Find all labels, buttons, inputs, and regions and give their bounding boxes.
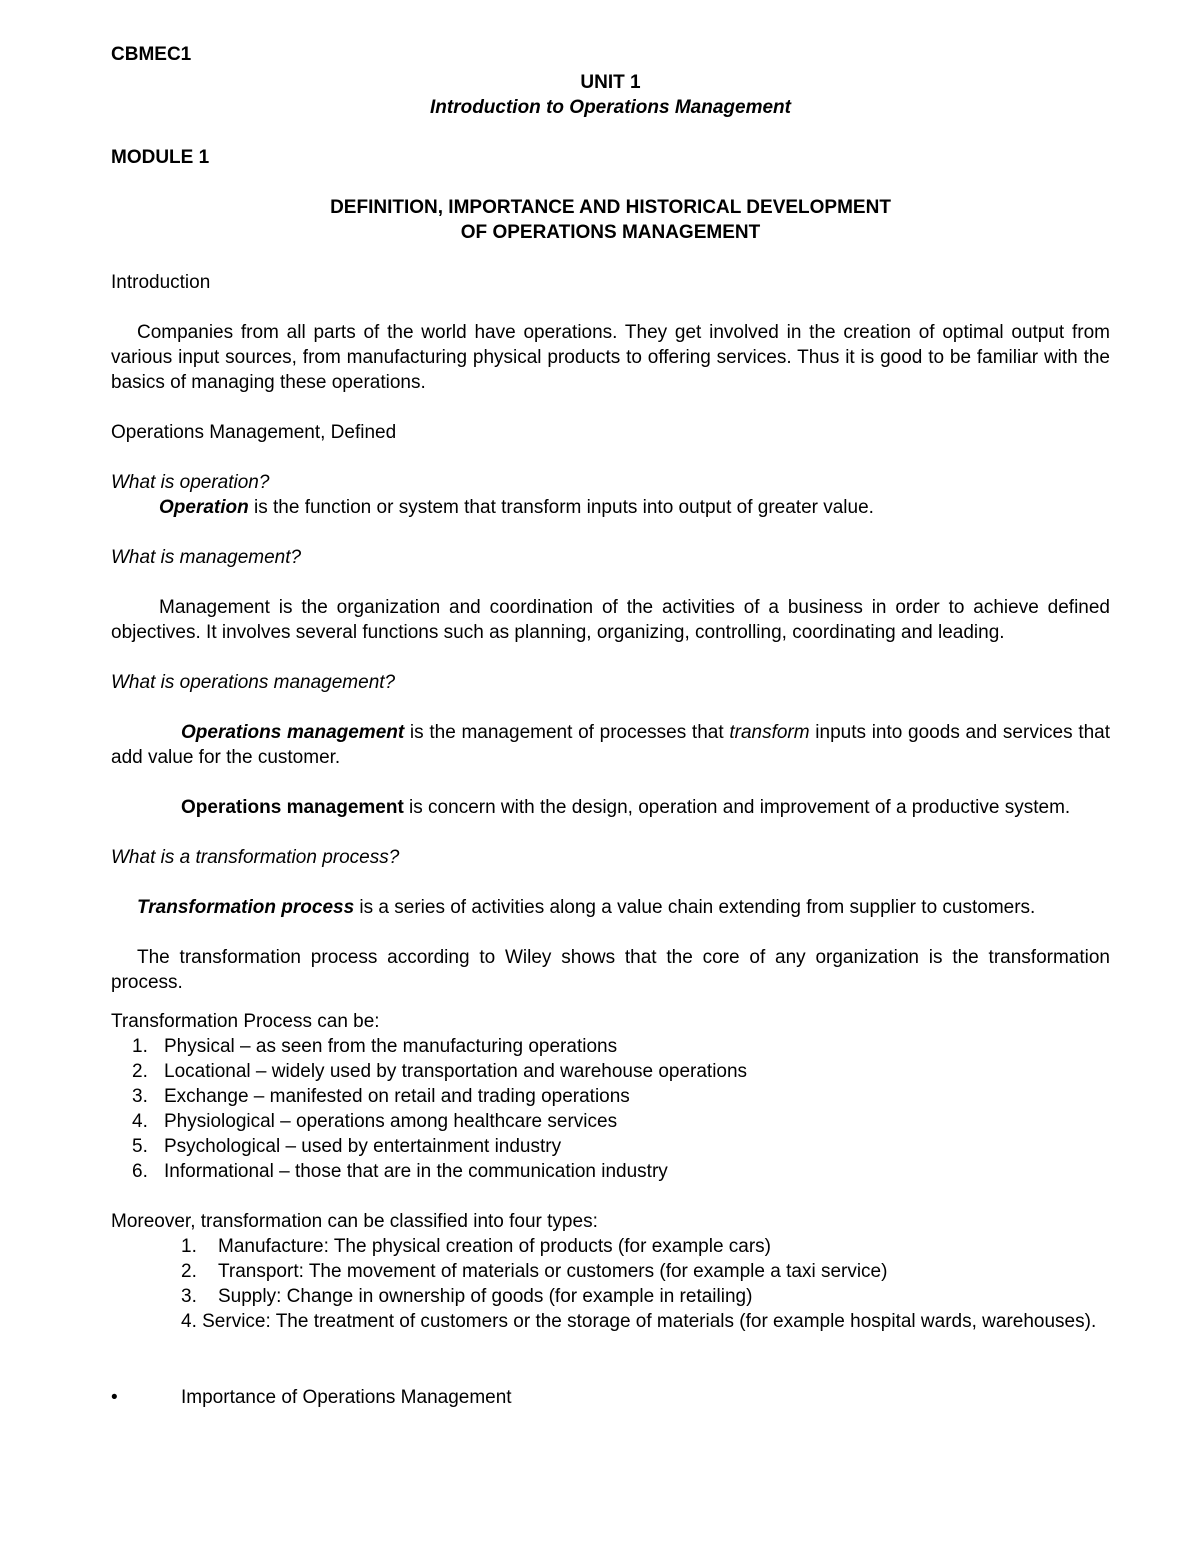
transformation-text: is a series of activities along a value chain extending from supplier to customers. [354, 897, 1036, 918]
types-list-heading: Moreover, transformation can be classified into four types: [111, 1211, 598, 1232]
list-item: 2. Locational – widely used by transportation and warehouse operations [132, 1061, 748, 1082]
transformation-term: Transformation process [137, 897, 355, 918]
types-list [111, 1234, 1110, 1309]
intro-heading: Introduction [111, 272, 211, 293]
list-item: 6. Informational – those that are in the communication industry [132, 1161, 668, 1182]
unit-header [111, 70, 1110, 120]
question-transformation: What is a transformation process? [111, 847, 400, 868]
om-text-2: is concern with the design, operation and improvement of a productive system. [403, 797, 1071, 818]
operation-term: Operation [159, 497, 249, 518]
question-operations-management: What is operations management? [111, 672, 396, 693]
unit-title: UNIT 1 [580, 72, 641, 93]
list-item: 3. Supply: Change in ownership of goods (for example in retailing) [181, 1286, 753, 1307]
question-management: What is management? [111, 547, 302, 568]
list-item: 1. Manufacture: The physical creation of products (for example cars) [181, 1236, 772, 1257]
operation-definition [111, 495, 1110, 520]
list-item: 5. Psychological – used by entertainment industry [132, 1136, 562, 1157]
om-text-1b: inputs into goods and services that add value for the customer. [111, 722, 1111, 768]
om-term-2: Operations management [181, 797, 404, 818]
om-definition-1 [111, 720, 1110, 770]
module-title-line-1: DEFINITION, IMPORTANCE AND HISTORICAL DEVELOPMENT [330, 197, 891, 218]
types-list-item-4: 4. Service: The treatment of customers or the storage of materials (for example hospital wards, warehouses). [181, 1311, 1097, 1332]
wiley-paragraph: The transformation process according to Wiley shows that the core of any organization is the transformation process. [111, 947, 1110, 993]
om-text-1-italic: transform [729, 722, 810, 743]
unit-subtitle: Introduction to Operations Management [429, 97, 791, 118]
list-item: 2. Transport: The movement of materials or customers (for example a taxi service) [181, 1261, 888, 1282]
bullet-icon: • [111, 1387, 118, 1408]
om-text-1a: is the management of processes that [404, 722, 730, 743]
list-item: 4. Physiological – operations among healthcare services [132, 1111, 618, 1132]
module-title [111, 195, 1110, 245]
process-list-heading: Transformation Process can be: [111, 1011, 380, 1032]
importance-bullet-item [111, 1385, 1110, 1410]
process-list [111, 1034, 1110, 1184]
list-item: 3. Exchange – manifested on retail and trading operations [132, 1086, 630, 1107]
course-code: CBMEC1 [111, 44, 192, 65]
om-definition-2 [111, 795, 1110, 820]
document-page [111, 42, 1110, 1410]
management-definition: Management is the organization and coordination of the activities of a business in order to achieve defined objectives. It involves several functions such as planning, organizing, controlling, coordinating and leading. [111, 597, 1110, 643]
transformation-definition [111, 895, 1110, 920]
om-term-1: Operations management [181, 722, 405, 743]
importance-heading: Importance of Operations Management [181, 1387, 512, 1408]
definition-heading: Operations Management, Defined [111, 422, 397, 443]
operation-text: is the function or system that transform inputs into output of greater value. [248, 497, 874, 518]
question-operation: What is operation? [111, 472, 270, 493]
module-title-line-2: OF OPERATIONS MANAGEMENT [460, 222, 761, 243]
module-label: MODULE 1 [111, 147, 210, 168]
list-item: 1. Physical – as seen from the manufacturing operations [132, 1036, 618, 1057]
intro-paragraph: Companies from all parts of the world have operations. They get involved in the creation of optimal output from various input sources, from manufacturing physical products to offering services. Thus it is good to be familiar with the basics of managing these operations. [111, 322, 1110, 393]
